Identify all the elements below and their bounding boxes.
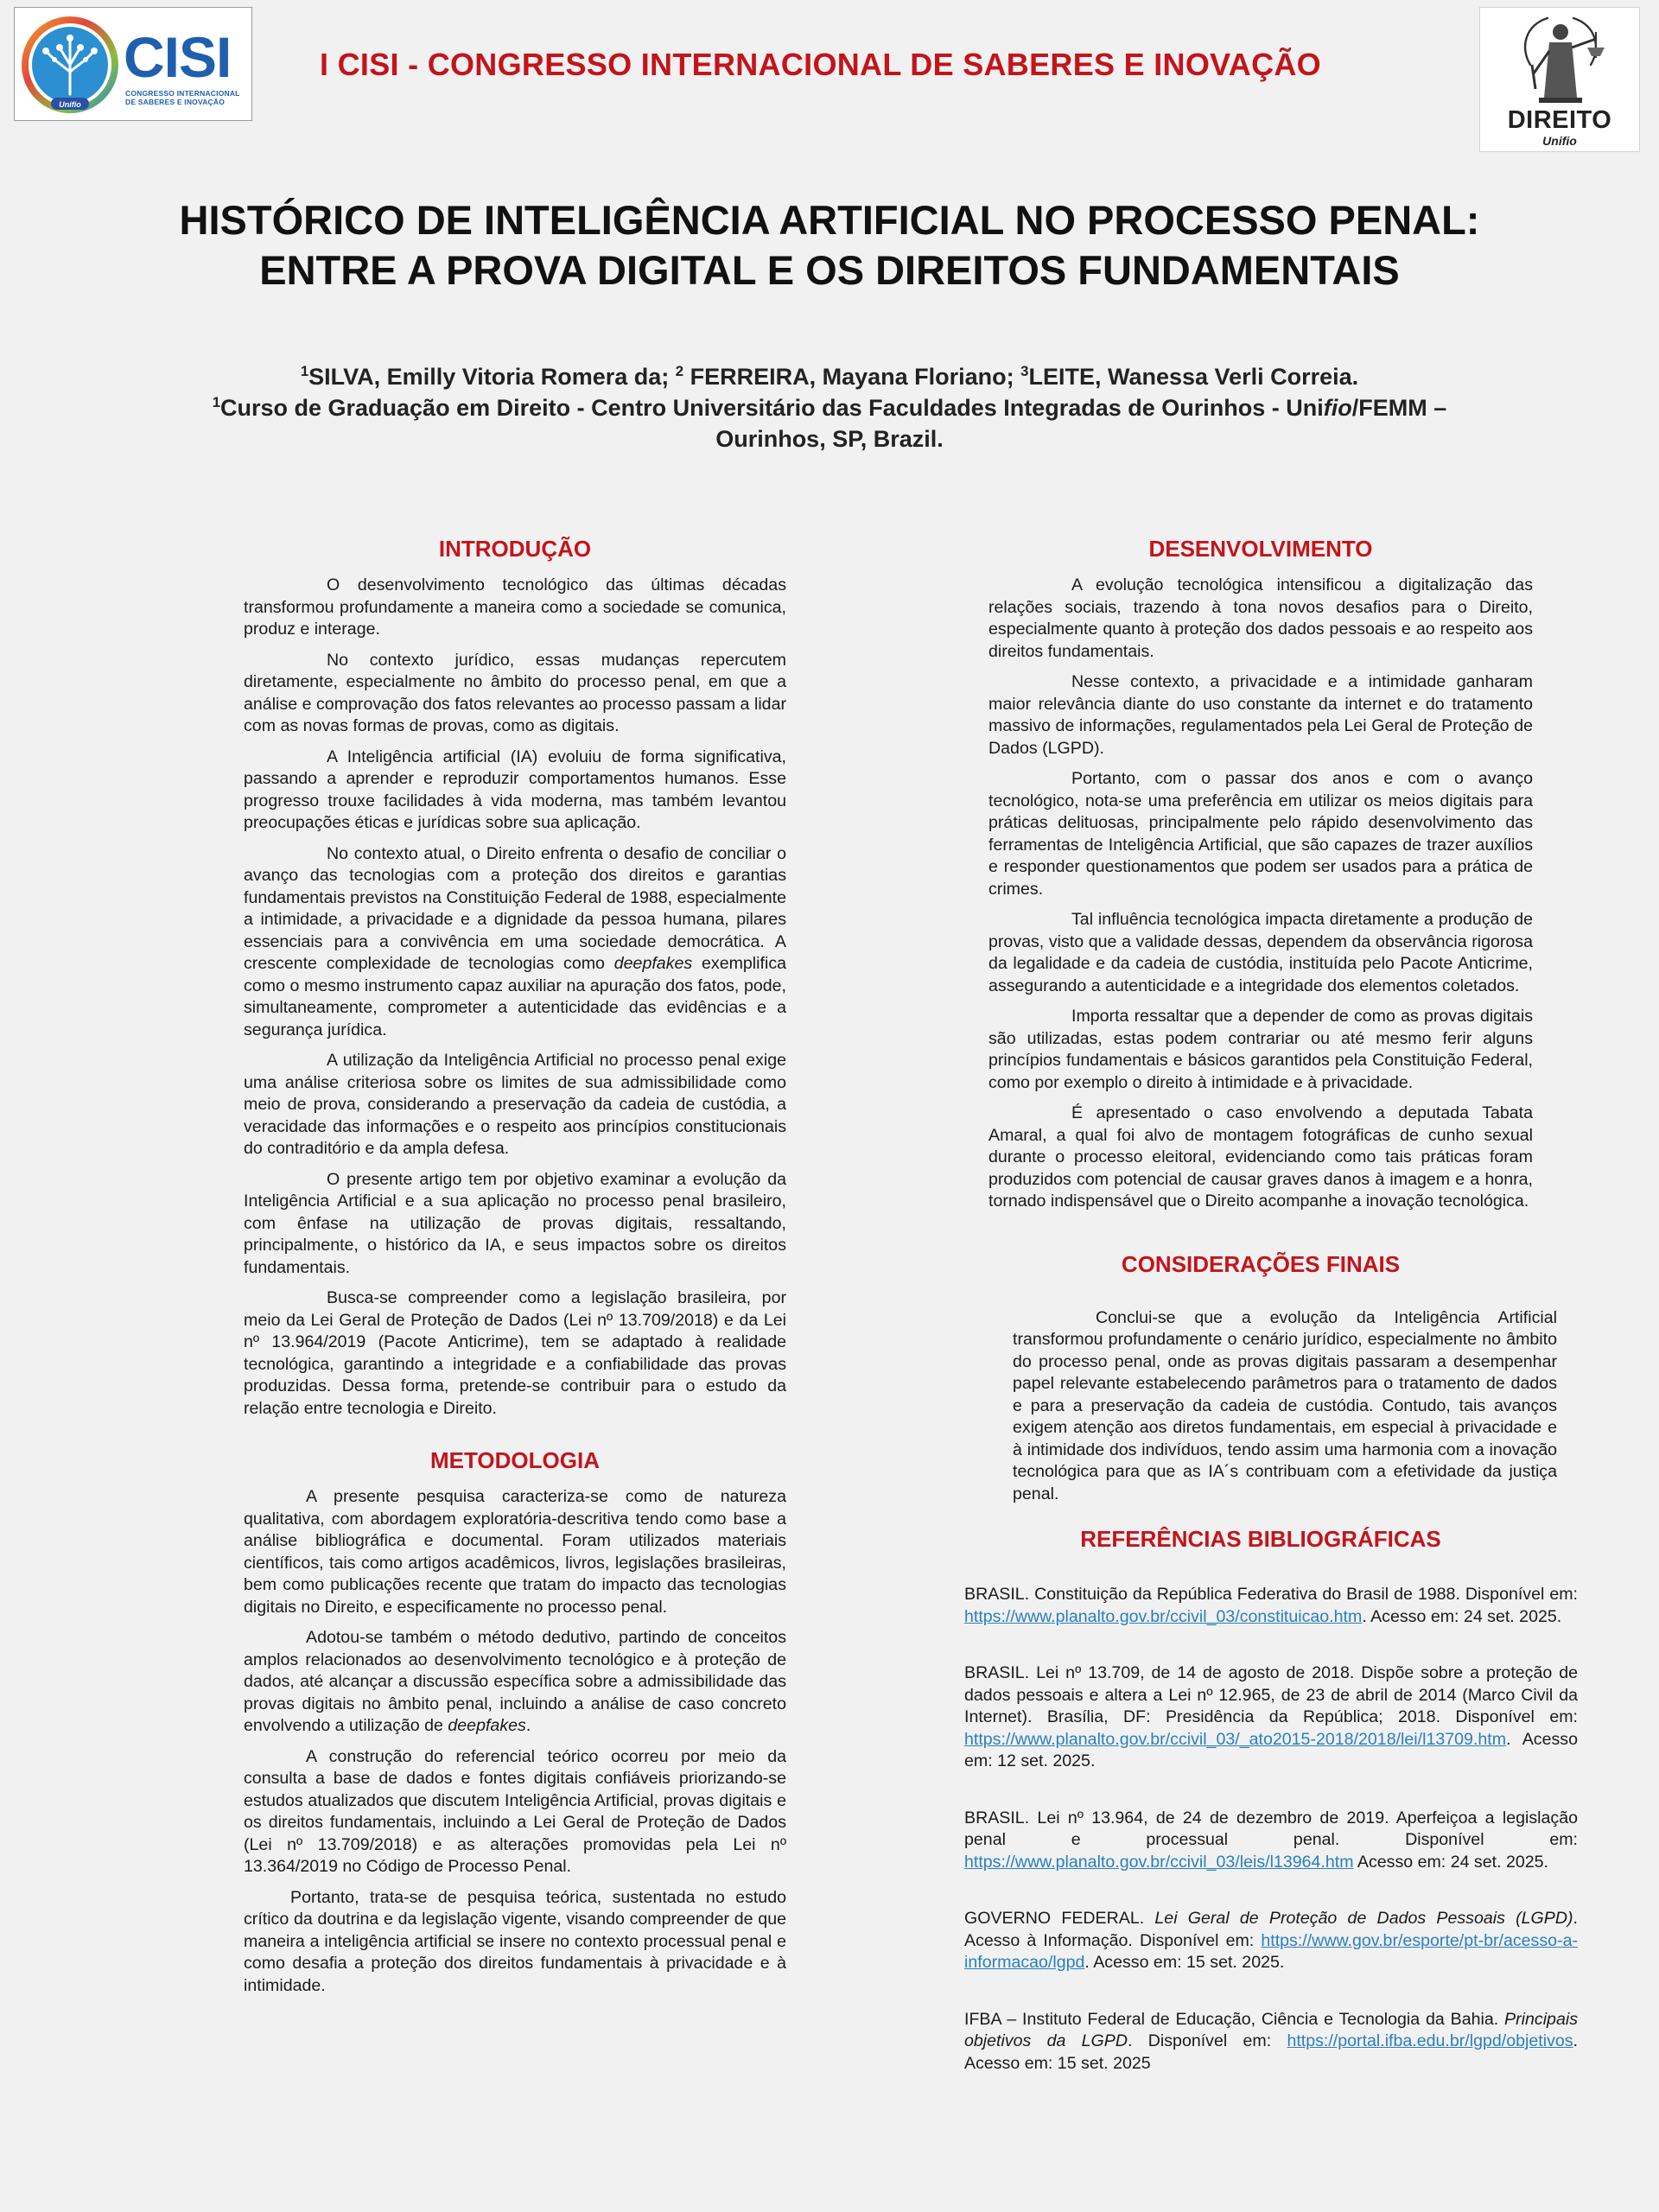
intro-paragraph: O presente artigo tem por objetivo examinar a evolução da Inteligência Artificial e a sua aplicação no processo penal brasileiro, com ênfase na utilização de provas digitais, ressaltando, principalmente, o histórico da IA, e seus impactos sobre os direitos fundamentais.: [244, 1169, 786, 1277]
intro-paragraph: A utilização da Inteligência Artificial no processo penal exige uma análise criteriosa sobre os limites de sua admissibilidade como meio de prova, considerando a preservação da cadeia de custódia, a veracidade das informações e o respeito aos princípios constitucionais do contraditório e da ampla defesa.: [244, 1051, 786, 1158]
reference-link[interactable]: https://www.planalto.gov.br/ccivil_03/constituicao.htm: [964, 1606, 1363, 1626]
method-emphasis: deepfakes: [448, 1716, 526, 1735]
reference-item: [964, 1584, 1578, 1628]
reference-item: [964, 2009, 1578, 2075]
paper-title-line-2: ENTRE A PROVA DIGITAL E OS DIREITOS FUNDAMENTAIS: [259, 247, 1400, 293]
reference-item: [964, 1908, 1578, 1974]
intro-paragraph: O desenvolvimento tecnológico das últimas décadas transformou profundamente a maneira como a sociedade se comunica, produz e interage.: [244, 575, 786, 639]
reference-text: . Acesso em: 15 set. 2025.: [1084, 1953, 1285, 1972]
author-2: FERREIRA, Mayana Floriano;: [683, 364, 1021, 390]
method-text: .: [525, 1716, 531, 1735]
conclusion-paragraph: Conclui-se que a evolução da Inteligência Artificial transformou profundamente o cenário jurídico, especialmente no âmbito do processo penal, onde as provas digitais passaram a desempenhar papel relevante estabelecendo parâmetros para o tratamento de dados e para a preservação da cadeia de custódia. Contudo, tais avanços exigem atenção aos diretos fundamentais, em especial à privacidade e à intimidade dos indivíduos, tendo assim uma harmonia com a inovação tecnológica para que as IA´s contribuam com a efetividade da justiça penal.: [1013, 1307, 1557, 1503]
location-line: Ourinhos, SP, Brazil.: [715, 426, 944, 452]
intro-paragraph: [244, 843, 786, 1042]
reference-text: . Acesso em: 24 set. 2025.: [1362, 1606, 1562, 1626]
reference-title: Principais objetivos da LGPD: [964, 2009, 1578, 2050]
dev-paragraph: É apresentado o caso envolvendo a deputada Tabata Amaral, a qual foi alvo de montagem fotográficas de cunho sexual durante o processo eleitoral, evidenciando como tais práticas foram produzidos com potencial de causar graves danos à imagem e a honra, tornado indispensável que o Direito acompanhe a inovação tecnológica.: [988, 1103, 1533, 1211]
intro-paragraph: No contexto jurídico, essas mudanças repercutem diretamente, especialmente no âmbito do processo penal, em que a análise e comprovação dos fatos relevantes ao processo passam a lidar com as novas formas de provas, como as digitais.: [244, 650, 786, 735]
reference-link[interactable]: https://portal.ifba.edu.br/lgpd/objetivos: [1287, 2031, 1573, 2050]
dev-paragraph: A evolução tecnológica intensificou a digitalização das relações sociais, trazendo à tona novos desafios para o Direito, especialmente quanto à proteção dos dados pessoais e ao respeito aos direitos fundamentais.: [988, 575, 1533, 661]
dev-paragraph: Nesse contexto, a privacidade e a intimidade ganharam maior relevância diante do uso constante da internet e do tratamento massivo de informações, regulamentados pela Lei Geral de Proteção de Dados (LGPD).: [988, 672, 1533, 758]
intro-text: No contexto atual, o Direito enfrenta o desafio de conciliar o avanço das tecnologias com a proteção dos direitos e garantias fundamentais previstos na Constituição Federal de 1988, especialmente a intimidade, a privacidade e a dignidade da pessoa humana, pilares essenciais para a convivência em uma sociedade democrática. A crescente complexidade de tecnologias como: [244, 843, 786, 973]
authors-line: [52, 361, 1607, 392]
reference-text: . Acesso em: 12 set. 2025.: [964, 1729, 1578, 1770]
reference-text: GOVERNO FEDERAL.: [964, 1909, 1155, 1928]
intro-text: exemplifica como o mesmo instrumento capaz auxiliar na apuração dos fatos, pode, simultaneamente, comprometer a autenticidade das evidências e a segurança jurídica.: [244, 954, 787, 1039]
intro-paragraph: A Inteligência artificial (IA) evoluiu de forma significativa, passando a aprender e reproduzir comportamentos humanos. Esse progresso trouxe facilidades à vida moderna, mas também levantou preocupações éticas e jurídicas sobre sua aplicação.: [244, 747, 786, 832]
section-heading-referencias: REFERÊNCIAS BIBLIOGRÁFICAS: [1080, 1526, 1441, 1552]
reference-text: . Disponível em:: [1128, 2031, 1287, 2050]
section-heading-introducao: INTRODUÇÃO: [438, 536, 592, 562]
affiliation-mark: 1: [212, 394, 220, 410]
direito-logo-wordmark: DIREITO: [1507, 106, 1612, 134]
method-paragraph: A construção do referencial teórico ocorreu por meio da consulta a base de dados e fontes digitais confiáveis priorizando-se estudos atualizados que discutem Inteligência Artificial, provas digitais e os direitos fundamentais, incluindo a Lei Geral de Proteção de Dados (Lei nº 13.709/2018) e as alterações promovidas pela Lei nº 13.364/2019 no Código de Processo Penal.: [244, 1746, 786, 1876]
section-heading-consideracoes: CONSIDERAÇÕES FINAIS: [1121, 1250, 1401, 1277]
right-column: [964, 536, 1579, 2109]
reference-list: [964, 1584, 1578, 2075]
reference-text: . Acesso à Informação. Disponível em:: [964, 1909, 1578, 1950]
affiliation-text-italic: fio: [1323, 395, 1352, 421]
dev-paragraph: Importa ressaltar que a depender de como as provas digitais são utilizadas, estas podem contrariar ou até mesmo ferir alguns princípios fundamentais e básicos garantidos pela Constituição Federal, como por exemplo o direito à intimidade e à privacidade.: [988, 1007, 1533, 1092]
conference-title: I CISI - CONGRESSO INTERNACIONAL DE SABERES E INOVAÇÃO: [320, 47, 1321, 82]
reference-title: Lei Geral de Proteção de Dados Pessoais (LGPD): [1154, 1909, 1573, 1928]
affiliation-mark: 3: [1020, 363, 1029, 379]
affiliation-mark: 2: [675, 363, 684, 379]
cisi-tree-icon: [20, 15, 120, 115]
authors-block: [52, 361, 1607, 454]
direito-logo-sub: Unifio: [1542, 134, 1577, 148]
reference-text: . Acesso em: 15 set. 2025: [964, 2031, 1579, 2073]
paper-title-line-1: HISTÓRICO DE INTELIGÊNCIA ARTIFICIAL NO PROCESSO PENAL:: [179, 197, 1480, 243]
cisi-badge-text: Unifio: [59, 100, 81, 109]
cisi-logo-wordmark: CISI: [124, 25, 232, 89]
paper-title: [52, 195, 1607, 296]
dev-paragraph: Tal influência tecnológica impacta diretamente a produção de provas, visto que a validade dessas, dependem da observância rigorosa da legalidade e da cadeia de custódia, instituída pelo Pacote Anticrime, assegurando a autenticidade e a integridade dos elementos coletados.: [988, 910, 1533, 995]
reference-text: Acesso em: 24 set. 2025.: [1353, 1852, 1548, 1872]
author-3: LEITE, Wanessa Verli Correia.: [1028, 364, 1359, 390]
left-column: [244, 536, 786, 2005]
affiliation-mark: 1: [300, 363, 309, 379]
reference-text: BRASIL. Lei nº 13.964, de 24 de dezembro de 2019. Aperfeiçoa a legislação penal e processual penal. Disponível em:: [964, 1808, 1578, 1849]
reference-text: BRASIL. Constituição da República Federativa do Brasil de 1988. Disponível em:: [964, 1585, 1578, 1604]
affiliation-line: [52, 392, 1607, 423]
reference-item: [964, 1808, 1578, 1874]
reference-link[interactable]: https://www.gov.br/esporte/pt-br/acesso-a-informacao/lgpd: [964, 1930, 1578, 1972]
method-paragraph: Portanto, trata-se de pesquisa teórica, sustentada no estudo crítico da doutrina e da legislação vigente, visando compreender de que maneira a inteligência artificial se insere no contexto processual penal e como desafia a proteção dos direitos fundamentais à privacidade e à intimidade.: [244, 1887, 786, 1995]
method-paragraph: [244, 1627, 786, 1738]
reference-link[interactable]: https://www.planalto.gov.br/ccivil_03/leis/l13964.htm: [964, 1852, 1354, 1872]
intro-emphasis: deepfakes: [613, 954, 693, 973]
affiliation-text: Curso de Graduação em Direito - Centro Universitário das Faculdades Integradas de Ourinhos - Uni: [220, 395, 1324, 421]
affiliation-text-end: /FEMM –: [1351, 395, 1447, 421]
reference-text: IFBA – Instituto Federal de Educação, Ciência e Tecnologia da Bahia.: [964, 2009, 1505, 2029]
reference-link[interactable]: https://www.planalto.gov.br/ccivil_03/_ato2015-2018/2018/lei/l13709.htm: [964, 1729, 1507, 1749]
justice-statue-icon: [1513, 13, 1608, 106]
reference-text: BRASIL. Lei nº 13.709, de 14 de agosto de 2018. Dispõe sobre a proteção de dados pessoais e altera a Lei nº 12.965, de 23 de abril de 2014 (Marco Civil da Internet). Brasília, DF: Presidência da República; 2018. Disponível em:: [964, 1663, 1578, 1726]
method-paragraph: A presente pesquisa caracteriza-se como de natureza qualitativa, com abordagem exploratória-descritiva tendo como base a análise bibliográfica e documental. Foram utilizados materiais científicos, tais como artigos acadêmicos, livros, legislações brasileiras, bem como publicações recente que tratam do impacto das tecnologias digitais no Direito, e especificamente no processo penal.: [244, 1487, 786, 1617]
section-heading-desenvolvimento: DESENVOLVIMENTO: [1148, 536, 1373, 562]
intro-paragraph: Busca-se compreender como a legislação brasileira, por meio da Lei Geral de Proteção de Dados (Lei nº 13.709/2018) e da Lei nº 13.964/2019 (Pacote Anticrime), tem se adaptado à realidade tecnológica, garantindo a integridade e a confiabilidade das provas produzidas. Dessa forma, pretende-se contribuir para o estudo da relação entre tecnologia e Direito.: [244, 1288, 786, 1418]
cisi-logo: [14, 7, 252, 121]
reference-item: [964, 1662, 1578, 1773]
section-heading-metodologia: METODOLOGIA: [430, 1447, 600, 1473]
author-1: SILVA, Emilly Vitoria Romera da;: [308, 364, 676, 390]
cisi-logo-subtitle: CONGRESSO INTERNACIONAL DE SABERES E INOVAÇÃO: [125, 89, 240, 106]
dev-paragraph: Portanto, com o passar dos anos e com o avanço tecnológico, nota-se uma preferência em utilizar os meios digitais para práticas delituosas, principalmente pelo rápido desenvolvimento das ferramentas de Inteligência Artificial, que são capazes de trazer auxílios e responder questionamentos que podem ser usados para a prática de crimes.: [988, 769, 1533, 899]
direito-logo: [1479, 7, 1640, 152]
method-text: Adotou-se também o método dedutivo, partindo de conceitos amplos relacionados ao desenvolvimento tecnológico e à proteção de dados, até alcançar a discussão específica sobre a admissibilidade das provas digitais no âmbito penal, incluindo a análise de caso concreto envolvendo a utilização de: [244, 1628, 786, 1735]
